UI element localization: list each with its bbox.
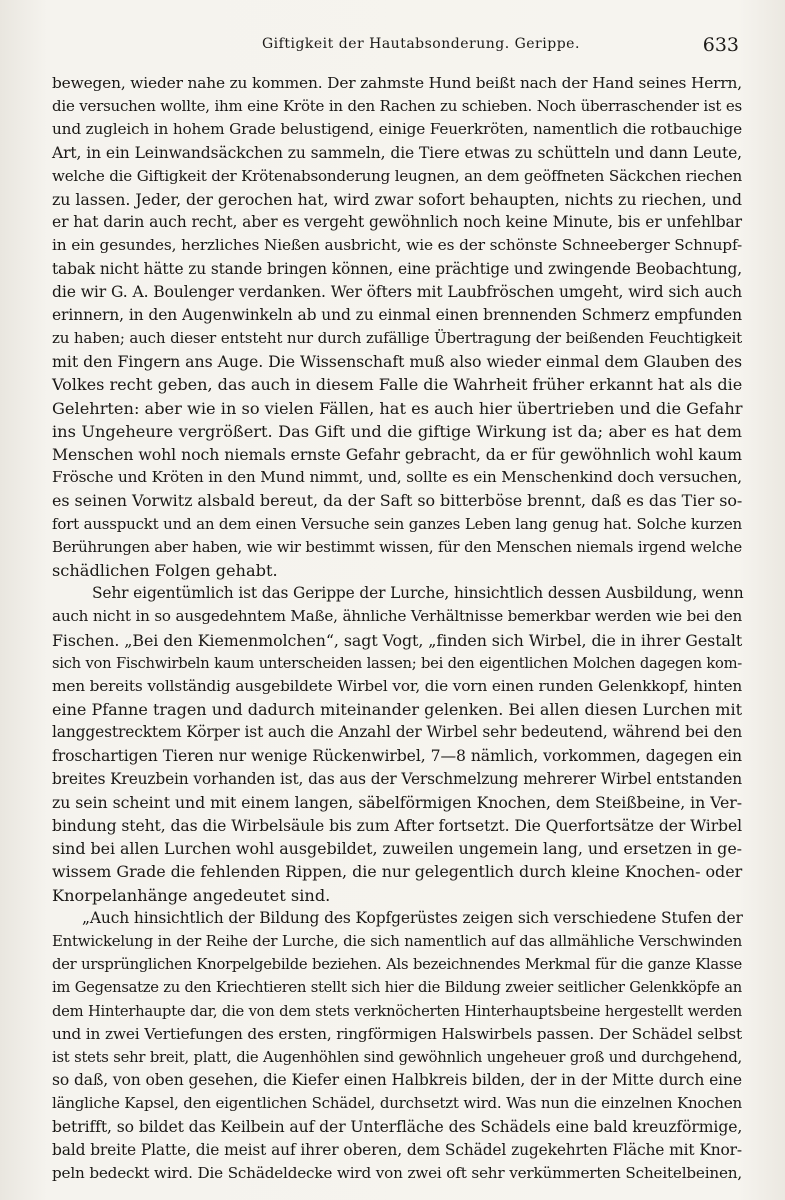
text-line: auch nicht in so ausgedehntem Maße, ähnliche Verhältnisse bemerkbar werden wie bei den [52,607,742,626]
text-line: und in zwei Vertiefungen des ersten, ringförmigen Halswirbels passen. Der Schädel selbst [52,1024,742,1043]
text-line: zu sein scheint und mit einem langen, säbelförmigen Knochen, dem Steißbeine, in Ver- [52,792,742,812]
text-line: ins Ungeheure vergrößert. Das Gift und die giftige Wirkung ist da; aber es hat dem [52,421,742,441]
text-line: welche die Giftigkeit der Krötenabsonderung leugnen, an dem geöffneten Säckchen riechen [52,166,742,185]
text-line: er hat darin auch recht, aber es vergeht gewöhnlich noch keine Minute, bis er unfehlbar [52,213,742,232]
text-line: Berührungen aber haben, wie wir bestimmt wissen, für den Menschen niemals irgend welche [52,537,742,556]
text-line: mit den Fingern ans Auge. Die Wissenschaft muß also wieder einmal dem Glauben des [52,352,742,372]
text-line: betrifft, so bildet das Keilbein auf der Unterfläche des Schädels eine bald kreuzförmige, [52,1117,743,1137]
text-line: bewegen, wieder nahe zu kommen. Der zahmste Hund beißt nach der Hand seines Herrn, [52,74,742,92]
text-line: die versuchen wollte, ihm eine Kröte in den Rachen zu schieben. Noch überraschender ist es [52,97,742,116]
text-line: langgestrecktem Körper ist auch die Anzahl der Wirbel sehr bedeutend, während bei den [52,723,742,742]
text-line: Entwickelung in der Reihe der Lurche, die sich namentlich auf das allmähliche Verschwinden [52,931,742,950]
body-text [52,72,742,1185]
text-line: und zugleich in hohem Grade belustigend, einige Feuerkröten, namentlich die rotbauchige [52,120,742,139]
text-line: froschartigen Tieren nur wenige Rückenwirbel, 7—8 nämlich, vorkommen, dagegen ein [52,746,742,766]
text-line: Volkes recht geben, das auch in diesem Falle die Wahrheit früher erkannt hat als die [52,375,743,395]
text-line: Menschen wohl noch niemals ernste Gefahr gebracht, da er für gewöhnlich wohl kaum [52,445,742,464]
text-line: wissem Grade die fehlenden Rippen, die nur gelegentlich durch kleine Knochen- oder [52,862,743,882]
text-line: die wir G. A. Boulenger verdanken. Wer öfters mit Laubfröschen umgeht, wird sich auch [52,282,742,301]
text-line: „Auch hinsichtlich der Bildung des Kopfgerüstes zeigen sich verschiedene Stufen der [82,908,743,927]
text-line: im Gegensatze zu den Kriechtieren stellt sich hier die Bildung zweier seitlicher Gelenkköpfe an [52,979,742,997]
text-line: Fischen. „Bei den Kiemenmolchen“, sagt Vogt, „finden sich Wirbel, die in ihrer Gestalt [52,630,743,650]
text-line: so daß, von oben gesehen, die Kiefer einen Halbkreis bilden, der in der Mitte durch eine [52,1071,742,1090]
text-line: erinnern, in den Augenwinkeln ab und zu einmal einen brennenden Schmerz empfunden [52,305,742,324]
text-line: der ursprünglichen Knorpelgebilde beziehen. Als bezeichnendes Merkmal für die ganze Klasse [52,956,742,974]
text-line: breites Kreuzbein vorhanden ist, das aus der Verschmelzung mehrerer Wirbel entstanden [52,769,742,788]
text-line: sind bei allen Lurchen wohl ausgebildet, zuweilen ungemein lang, und ersetzen in ge- [52,839,742,859]
text-line: zu lassen. Jeder, der gerochen hat, wird zwar sofort behaupten, nichts zu riechen, und [52,189,742,209]
text-line: es seinen Vorwitz alsbald bereut, da der Saft so bitterböse brennt, daß es das Tier so- [52,491,743,511]
text-line: dem Hinterhaupte dar, die von dem stets verknöcherten Hinterhauptsbeine hergestellt werden [52,1002,742,1020]
text-line: Sehr eigentümlich ist das Gerippe der Lurche, hinsichtlich dessen Ausbildung, wenn [92,584,744,603]
text-line: Frösche und Kröten in den Mund nimmt, und, sollte es ein Menschenkind doch versuchen, [52,468,742,487]
text-line: men bereits vollständig ausgebildete Wirbel vor, die vorn einen runden Gelenkkopf, hinten [52,676,742,695]
running-head: Giftigkeit der Hautabsonderung. Gerippe. [262,36,580,52]
text-line: Knorpelanhänge angedeutet sind. [52,885,331,905]
text-line: bindung steht, das die Wirbelsäule bis zum After fortsetzt. Die Querfortsätze der Wirbel [52,816,742,835]
text-line: tabak nicht hätte zu stande bringen können, eine prächtige und zwingende Beobachtung, [52,259,742,278]
text-line: peln bedeckt wird. Die Schädeldecke wird von zwei oft sehr verkümmerten Scheitelbeinen, [52,1163,742,1182]
text-line: bald breite Platte, die meist auf ihrer oberen, dem Schädel zugekehrten Fläche mit Knor- [52,1140,742,1159]
text-line: Gelehrten: aber wie in so vielen Fällen, hat es auch hier übertrieben und die Gefahr [52,398,743,418]
page-header [52,32,749,60]
text-line: längliche Kapsel, den eigentlichen Schädel, durchsetzt wird. Was nun die einzelnen Knochen [52,1094,742,1113]
text-line: zu haben; auch dieser entsteht nur durch zufällige Übertragung der beißenden Feuchtigkeit [52,329,742,348]
text-line: in ein gesundes, herzliches Nießen ausbricht, wie es der schönste Schneeberger Schnupf- [52,236,742,255]
text-line: sich von Fischwirbeln kaum unterscheiden lassen; bei den eigentlichen Molchen dagegen kom- [52,654,742,672]
text-line: eine Pfanne tragen und dadurch miteinander gelenken. Bei allen diesen Lurchen mit [52,700,742,720]
text-line: ist stets sehr breit, platt, die Augenhöhlen sind gewöhnlich ungeheuer groß und durchgehend, [52,1048,742,1066]
text-line: fort ausspuckt und an dem einen Versuche sein ganzes Leben lang genug hat. Solche kurzen [52,514,742,533]
page-number: 633 [702,34,739,56]
text-line: Art, in ein Leinwandsäckchen zu sammeln, die Tiere etwas zu schütteln und dann Leute, [52,143,742,162]
text-line: schädlichen Folgen gehabt. [52,560,278,580]
